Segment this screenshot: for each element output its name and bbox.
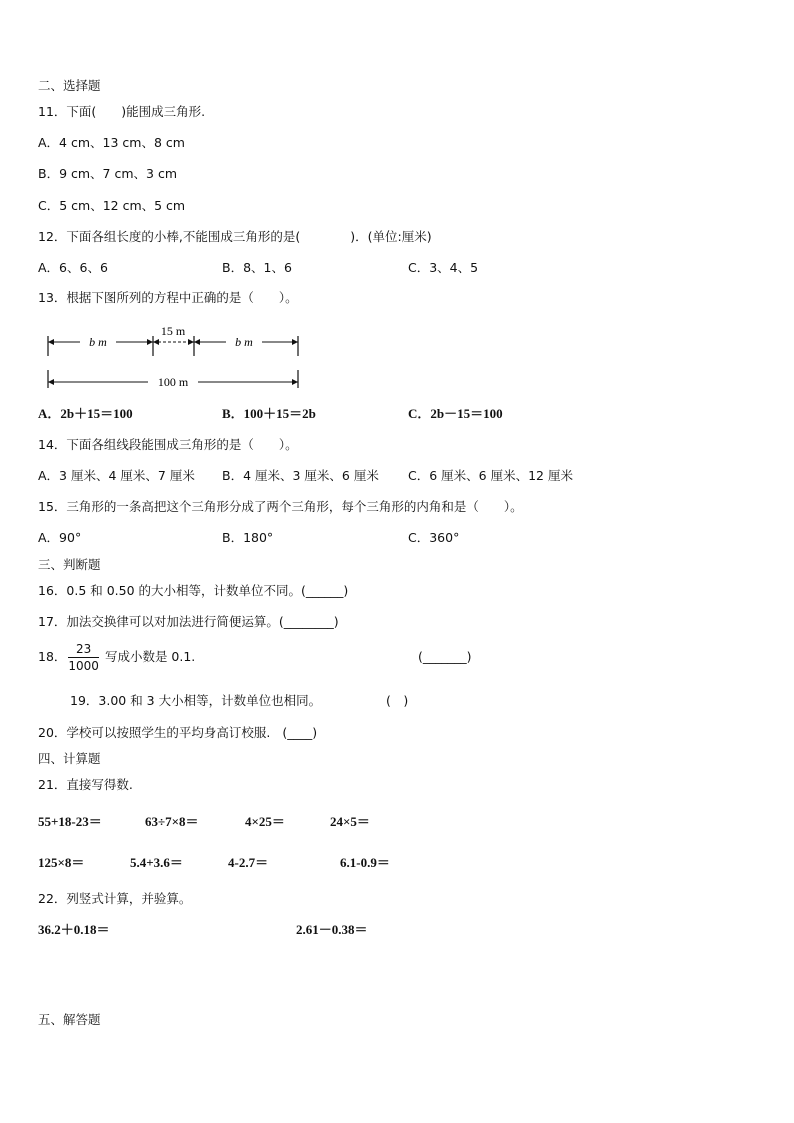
question-12-option-b[interactable]: B．8、1、6: [222, 260, 292, 275]
vertical-calc-item[interactable]: 2.61－0.38＝: [296, 922, 368, 937]
question-20-text: 20．学校可以按照学生的平均身高订校服.: [38, 725, 271, 740]
calc-item[interactable]: 63÷7×8＝: [145, 814, 199, 829]
segment-diagram: [40, 322, 310, 392]
question-22-stem: 22．列竖式计算，并验算。: [38, 891, 192, 906]
section-heading-word-problems: 五、解答题: [38, 1012, 101, 1027]
diagram-total-label: 100 m: [157, 375, 189, 389]
diagram-right-label: b m: [235, 335, 253, 349]
question-15-option-a[interactable]: A．90°: [38, 530, 82, 545]
question-11-option-c[interactable]: C．5 cm、12 cm、5 cm: [38, 198, 186, 213]
question-18-text: 写成小数是 0.1.: [104, 649, 196, 664]
calc-item[interactable]: 24×5＝: [330, 814, 370, 829]
question-12-option-c[interactable]: C．3、4、5: [408, 260, 479, 275]
section-heading-calculation: 四、计算题: [38, 751, 101, 766]
question-20: [38, 725, 317, 741]
question-11-option-b[interactable]: B．9 cm、7 cm、3 cm: [38, 166, 178, 181]
question-13-option-b[interactable]: B．100＋15＝2b: [222, 406, 316, 421]
diagram-left-label: b m: [89, 335, 107, 349]
calc-item[interactable]: 55+18-23＝: [38, 814, 102, 829]
question-15-option-b[interactable]: B．180°: [222, 530, 274, 545]
question-19-text: 19．3.00 和 3 大小相等，计数单位也相同。: [70, 693, 322, 708]
question-12-option-a[interactable]: A．6、6、6: [38, 260, 108, 275]
diagram-middle-label: 15 m: [160, 324, 186, 338]
calc-item[interactable]: 125×8＝: [38, 855, 85, 870]
question-14-option-b[interactable]: B．4 厘米、3 厘米、6 厘米: [222, 468, 379, 483]
question-19-blank[interactable]: ( ): [386, 693, 409, 708]
question-15-stem: 15．三角形的一条高把这个三角形分成了两个三角形，每个三角形的内角和是（ ）。: [38, 499, 523, 514]
question-16: [38, 583, 348, 599]
calc-item[interactable]: 4×25＝: [245, 814, 285, 829]
question-16-text: 16．0.5 和 0.50 的大小相等，计数单位不同。: [38, 583, 302, 598]
question-18-blank[interactable]: (_______): [418, 649, 472, 664]
question-13-option-c[interactable]: C．2b－15＝100: [408, 406, 503, 421]
fraction-denominator: 1000: [68, 659, 99, 673]
question-15-option-c[interactable]: C．360°: [408, 530, 460, 545]
calc-item[interactable]: 5.4+3.6＝: [130, 855, 183, 870]
calc-item[interactable]: 4-2.7＝: [228, 855, 269, 870]
question-17-blank[interactable]: (________): [278, 614, 339, 629]
question-20-blank[interactable]: (____): [282, 725, 318, 740]
question-14-stem: 14．下面各组线段能围成三角形的是（ ）。: [38, 437, 298, 452]
question-18: [38, 640, 195, 674]
question-14-option-a[interactable]: A．3 厘米、4 厘米、7 厘米: [38, 468, 195, 483]
section-heading-judgement: 三、判断题: [38, 557, 101, 572]
question-17-text: 17．加法交换律可以对加法进行简便运算。: [38, 614, 279, 629]
question-11-option-a[interactable]: A．4 cm、13 cm、8 cm: [38, 135, 185, 150]
section-heading-choice: 二、选择题: [38, 78, 101, 93]
calc-item[interactable]: 6.1-0.9＝: [340, 855, 390, 870]
question-13-stem: 13．根据下图所列的方程中正确的是（ ）。: [38, 290, 298, 305]
question-11-stem: 11．下面( )能围成三角形.: [38, 104, 206, 119]
question-17: [38, 614, 339, 630]
question-12-stem: 12．下面各组长度的小棒,不能围成三角形的是( )．(单位:厘米): [38, 229, 432, 244]
question-16-blank[interactable]: (______): [301, 583, 349, 598]
vertical-calc-item[interactable]: 36.2＋0.18＝: [38, 922, 110, 937]
question-14-option-c[interactable]: C．6 厘米、6 厘米、12 厘米: [408, 468, 573, 483]
question-13-option-a[interactable]: A．2b＋15＝100: [38, 406, 133, 421]
question-18-label: 18．: [38, 649, 67, 664]
question-21-stem: 21．直接写得数.: [38, 777, 133, 792]
question-18-fraction: [68, 642, 99, 673]
fraction-numerator: 23: [68, 642, 99, 658]
